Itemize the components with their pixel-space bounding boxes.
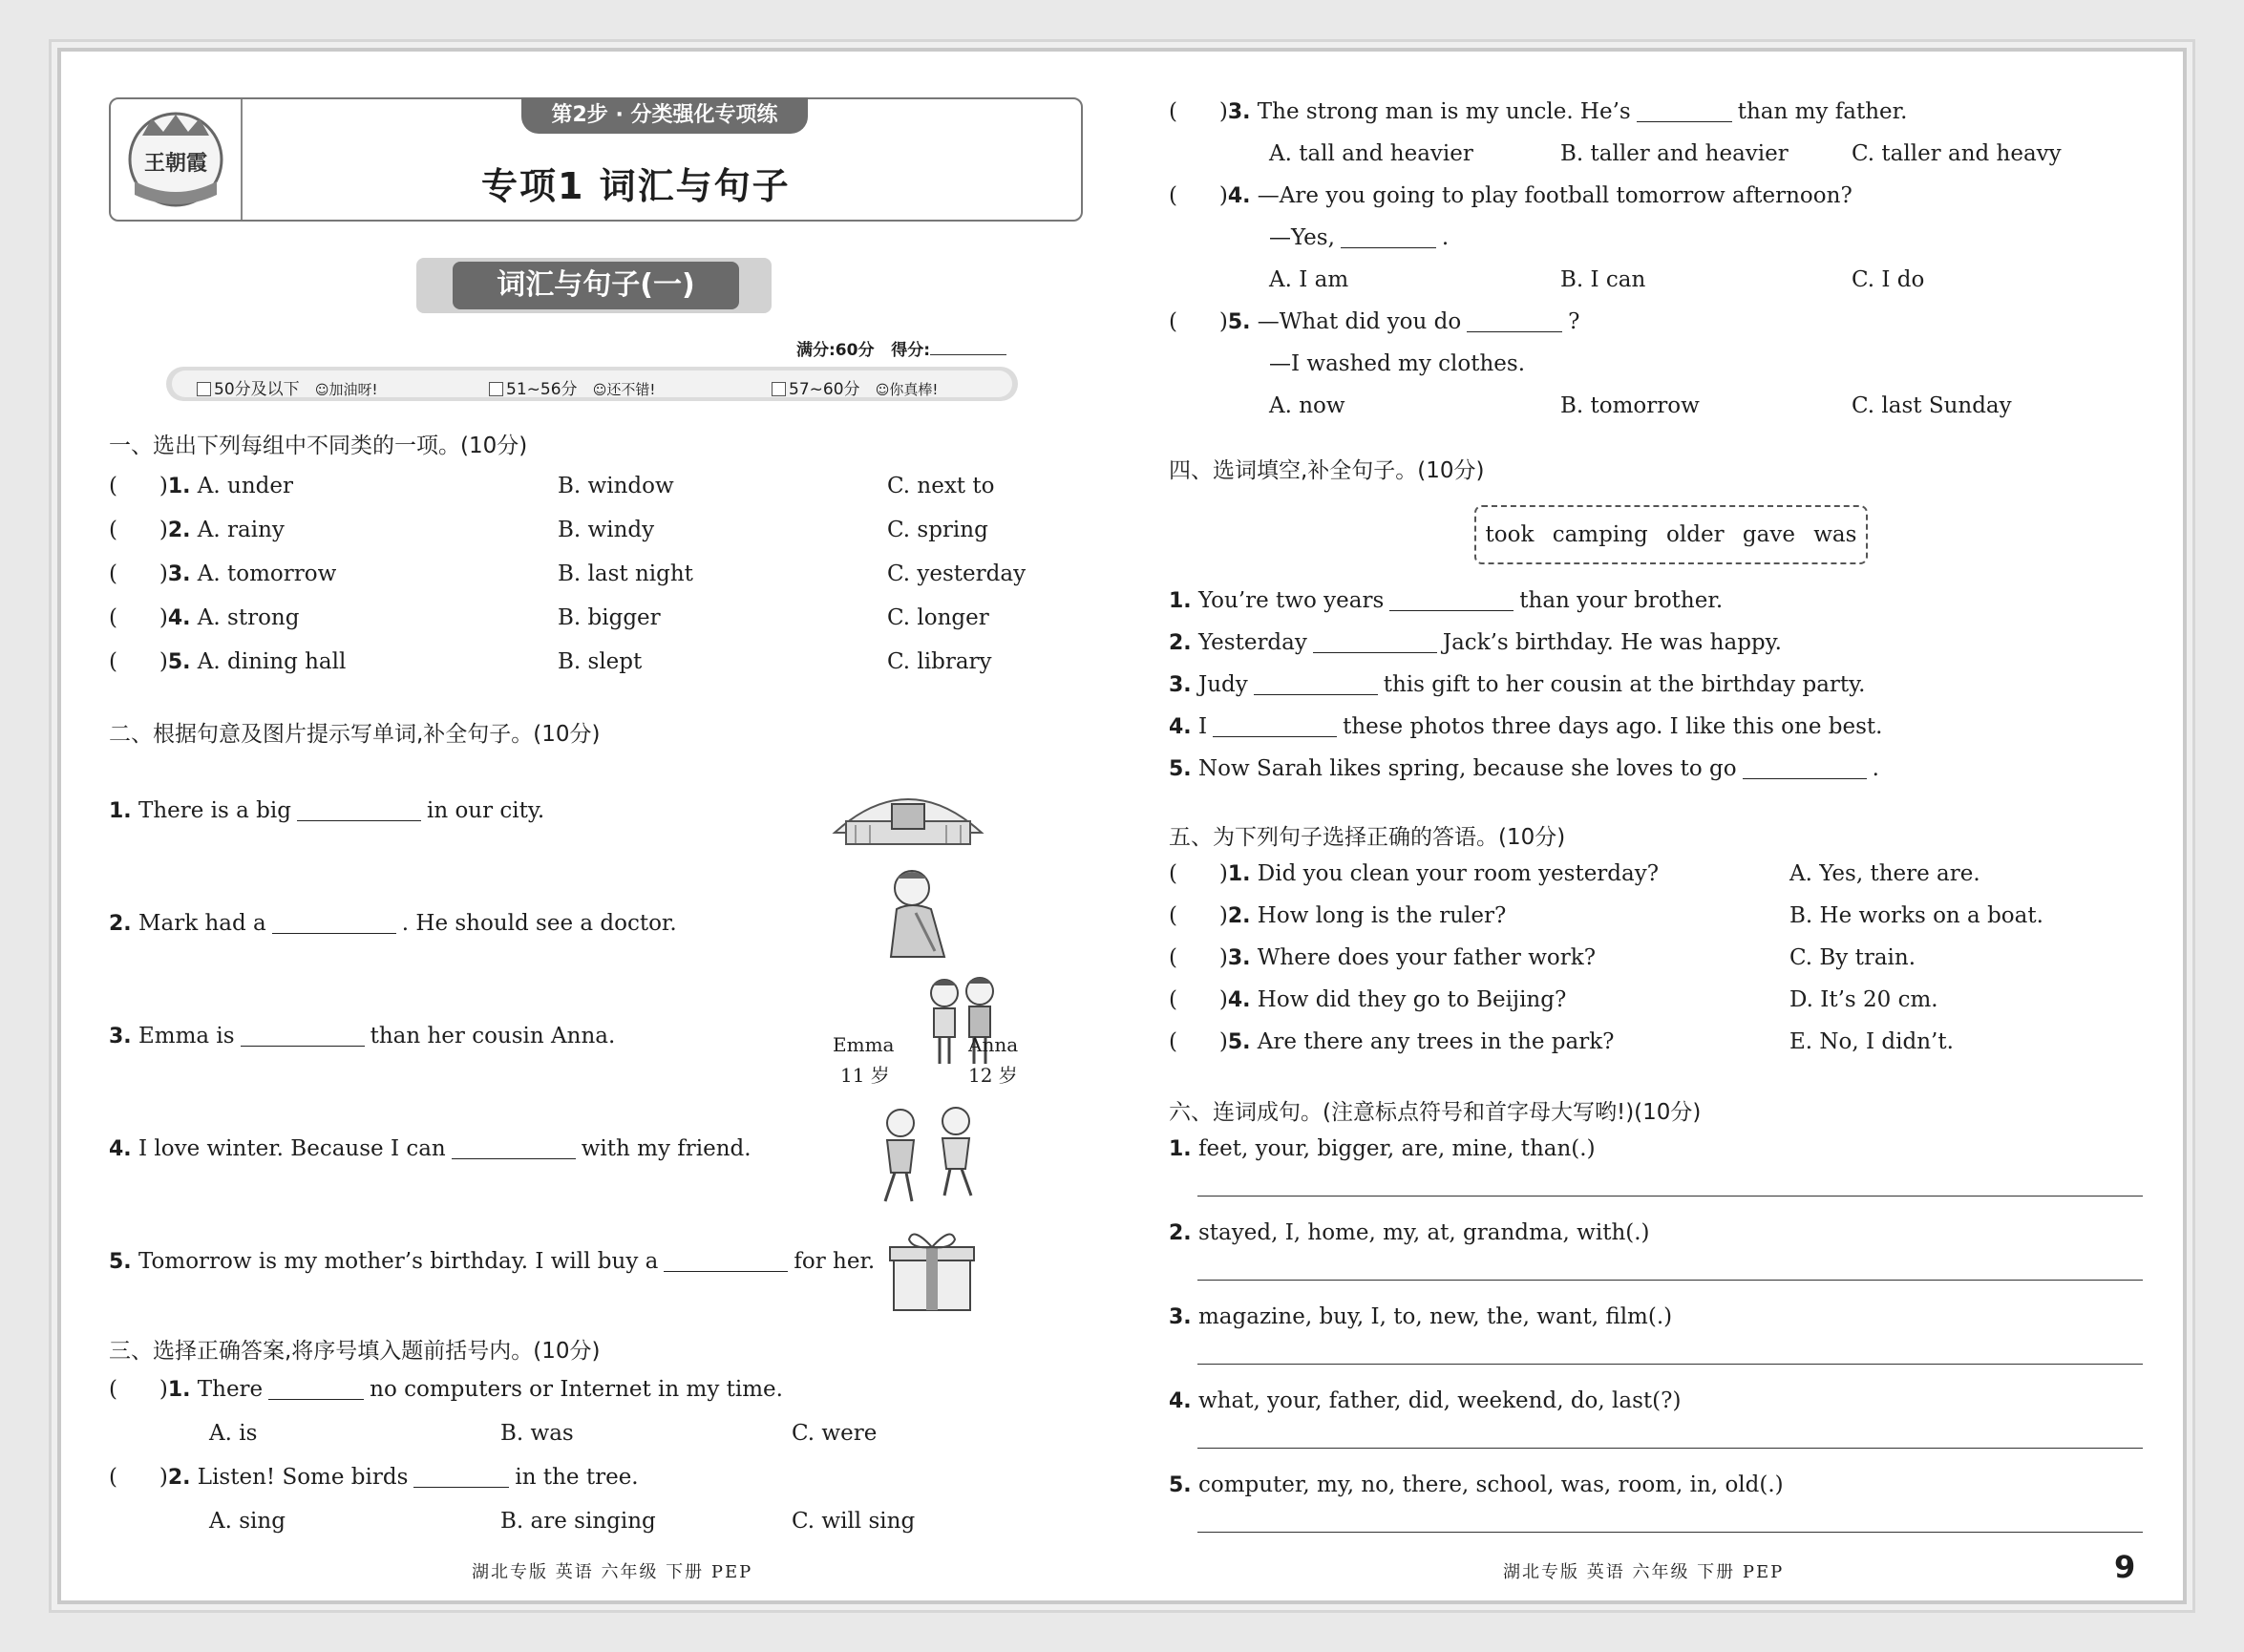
section1-heading: 一、选出下列每组中不同类的一项。(10分) xyxy=(109,434,528,458)
list-item: ( )4. —Are you going to play football tomorrow afternoon? xyxy=(1169,183,1852,208)
rating-item: 51~56分 ☺还不错! xyxy=(489,375,655,399)
option-b: B. I can xyxy=(1560,267,1646,292)
sick-boy-icon xyxy=(878,865,954,959)
answer-option: D. It’s 20 cm. xyxy=(1789,987,1938,1012)
answer-line[interactable] xyxy=(1197,1448,2143,1449)
list-item: 4. I love winter. Because I can with my friend. xyxy=(109,1136,752,1161)
rating-checkbox[interactable] xyxy=(489,382,503,396)
pic-label-right-name: Anna xyxy=(968,1033,1019,1056)
option-a: A. I am xyxy=(1269,267,1349,292)
answer-option: C. By train. xyxy=(1789,945,1916,970)
step-tab: 第2步 · 分类强化专项练 xyxy=(521,97,808,134)
subtitle: 词汇与句子(一) xyxy=(453,262,739,309)
option-b: B. taller and heavier xyxy=(1560,141,1789,166)
smile-icon: ☺ xyxy=(875,383,890,398)
list-item: ( )2. How long is the ruler? xyxy=(1169,903,1507,928)
section2-heading: 二、根据句意及图片提示写单词,补全句子。(10分) xyxy=(109,722,601,747)
answer-blank[interactable] xyxy=(452,1138,576,1159)
answer-blank[interactable] xyxy=(413,1467,509,1488)
pic-label-right-age: 12 岁 xyxy=(968,1064,1018,1087)
list-item: 4. I these photos three days ago. I like this one best. xyxy=(1169,714,1883,739)
answer-blank[interactable] xyxy=(1341,227,1436,248)
answer-blank[interactable] xyxy=(272,913,396,934)
answer-blank[interactable] xyxy=(1254,674,1378,695)
answer-line[interactable] xyxy=(1197,1364,2143,1365)
section5-heading: 五、为下列句子选择正确的答语。(10分) xyxy=(1169,825,1566,850)
pic-label-left-name: Emma xyxy=(833,1033,895,1056)
option-c: C. yesterday xyxy=(887,561,1027,586)
list-item: ( )1. There no computers or Internet in my time. xyxy=(109,1377,783,1402)
option-a: A. tall and heavier xyxy=(1269,141,1473,166)
answer-blank[interactable] xyxy=(1637,101,1732,122)
list-item: ( )3. A. tomorrow xyxy=(109,561,337,586)
list-item: ( )4. A. strong xyxy=(109,605,300,630)
option-b: B. slept xyxy=(558,649,643,674)
option-c: C. taller and heavy xyxy=(1852,141,2062,166)
section6-heading: 六、连词成句。(注意标点符号和首字母大写哟!)(10分) xyxy=(1169,1100,1702,1125)
option-c: C. spring xyxy=(887,518,988,542)
option-c: C. library xyxy=(887,649,992,674)
answer-blank[interactable] xyxy=(297,800,421,821)
word-bank: took camping older gave was xyxy=(1474,505,1868,564)
page-number: 9 xyxy=(2114,1549,2136,1585)
option-b: B. bigger xyxy=(558,605,661,630)
footer-left: 湖北专版 英语 六年级 下册 PEP xyxy=(472,1562,753,1582)
list-item: ( )2. Listen! Some birds in the tree. xyxy=(109,1465,639,1490)
dialog-reply: —I washed my clothes. xyxy=(1269,351,1526,376)
answer-option: B. He works on a boat. xyxy=(1789,903,2043,928)
dialog-reply: —Yes, . xyxy=(1269,225,1450,250)
worksheet-page xyxy=(57,48,2187,1604)
page-title: 专项1 词汇与句子 xyxy=(481,165,791,207)
subtitle-pill xyxy=(416,258,772,313)
option-c: C. longer xyxy=(887,605,989,630)
list-item: 2. Yesterday Jack’s birthday. He was happy. xyxy=(1169,630,1782,655)
footer-right: 湖北专版 英语 六年级 下册 PEP xyxy=(1503,1562,1785,1582)
list-item: ( )5. A. dining hall xyxy=(109,649,347,674)
rating-item: 50分及以下 ☺加油呀! xyxy=(197,375,377,399)
list-item: 5. Tomorrow is my mother’s birthday. I will buy a for her. xyxy=(109,1249,876,1274)
answer-line[interactable] xyxy=(1197,1532,2143,1533)
answer-line[interactable] xyxy=(1197,1196,2143,1197)
section3-heading: 三、选择正确答案,将序号填入题前括号内。(10分) xyxy=(109,1339,601,1364)
option-c: C. were xyxy=(792,1421,878,1446)
list-item: 3. Judy this gift to her cousin at the birthday party. xyxy=(1169,672,1866,697)
rating-checkbox[interactable] xyxy=(772,382,786,396)
answer-blank[interactable] xyxy=(241,1026,365,1047)
answer-option: A. Yes, there are. xyxy=(1789,861,1980,886)
answer-blank[interactable] xyxy=(1467,311,1562,332)
got-score-label: 得分: xyxy=(891,341,931,360)
answer-blank[interactable] xyxy=(664,1251,788,1272)
list-item: ( )5. Are there any trees in the park? xyxy=(1169,1029,1615,1054)
list-item: 3. magazine, buy, I, to, new, the, want, film(.) xyxy=(1169,1304,1673,1329)
option-b: B. are singing xyxy=(500,1509,656,1534)
answer-line[interactable] xyxy=(1197,1280,2143,1281)
option-a: A. is xyxy=(209,1421,258,1446)
list-item: 2. Mark had a . He should see a doctor. xyxy=(109,911,677,936)
option-b: B. last night xyxy=(558,561,693,586)
option-b: B. window xyxy=(558,474,674,498)
list-item: ( )5. —What did you do ? xyxy=(1169,309,1580,334)
option-a: A. sing xyxy=(209,1509,286,1534)
kids-skating-icon xyxy=(868,1102,992,1209)
rating-bar xyxy=(166,367,1018,401)
option-b: B. tomorrow xyxy=(1560,393,1700,418)
list-item: 1. You’re two years than your brother. xyxy=(1169,588,1724,613)
list-item: 1. There is a big in our city. xyxy=(109,798,545,823)
list-item: 4. what, your, father, did, weekend, do, last(?) xyxy=(1169,1388,1682,1413)
section4-heading: 四、选词填空,补全句子。(10分) xyxy=(1169,458,1485,483)
list-item: 5. Now Sarah likes spring, because she loves to go . xyxy=(1169,756,1879,781)
publisher-logo xyxy=(111,99,243,220)
header-box xyxy=(109,97,1083,222)
rating-checkbox[interactable] xyxy=(197,382,211,396)
logo-text: 王朝霞 xyxy=(143,151,208,176)
smile-icon: ☺ xyxy=(314,383,329,398)
full-score: 满分:60分 xyxy=(796,341,875,360)
answer-blank[interactable] xyxy=(1389,590,1514,611)
list-item: 1. feet, your, bigger, are, mine, than(.) xyxy=(1169,1136,1596,1161)
list-item: 3. Emma is than her cousin Anna. xyxy=(109,1024,616,1048)
list-item: ( )1. A. under xyxy=(109,474,293,498)
list-item: 2. stayed, I, home, my, at, grandma, with(.) xyxy=(1169,1220,1650,1245)
smile-icon: ☺ xyxy=(592,383,607,398)
building-icon xyxy=(827,775,989,850)
option-c: C. I do xyxy=(1852,267,1925,292)
answer-blank[interactable] xyxy=(1313,632,1437,653)
list-item: ( )3. Where does your father work? xyxy=(1169,945,1597,970)
score-line xyxy=(796,336,1006,360)
answer-blank[interactable] xyxy=(268,1379,364,1400)
list-item: ( )3. The strong man is my uncle. He’s than my father. xyxy=(1169,99,1908,124)
answer-blank[interactable] xyxy=(1213,716,1337,737)
list-item: ( )2. A. rainy xyxy=(109,518,285,542)
option-c: C. last Sunday xyxy=(1852,393,2012,418)
logo-emblem-icon xyxy=(123,107,228,212)
score-blank[interactable] xyxy=(930,354,1006,355)
option-b: B. was xyxy=(500,1421,574,1446)
option-c: C. will sing xyxy=(792,1509,916,1534)
pic-label-left-age: 11 岁 xyxy=(840,1064,890,1087)
list-item: 5. computer, my, no, there, school, was, room, in, old(.) xyxy=(1169,1472,1784,1497)
option-a: A. now xyxy=(1269,393,1345,418)
rating-item: 57~60分 ☺你真棒! xyxy=(772,375,938,399)
answer-option: E. No, I didn’t. xyxy=(1789,1029,1954,1054)
list-item: ( )4. How did they go to Beijing? xyxy=(1169,987,1567,1012)
option-c: C. next to xyxy=(887,474,995,498)
answer-blank[interactable] xyxy=(1743,758,1867,779)
option-b: B. windy xyxy=(558,518,655,542)
gift-box-icon xyxy=(884,1222,980,1314)
list-item: ( )1. Did you clean your room yesterday? xyxy=(1169,861,1660,886)
